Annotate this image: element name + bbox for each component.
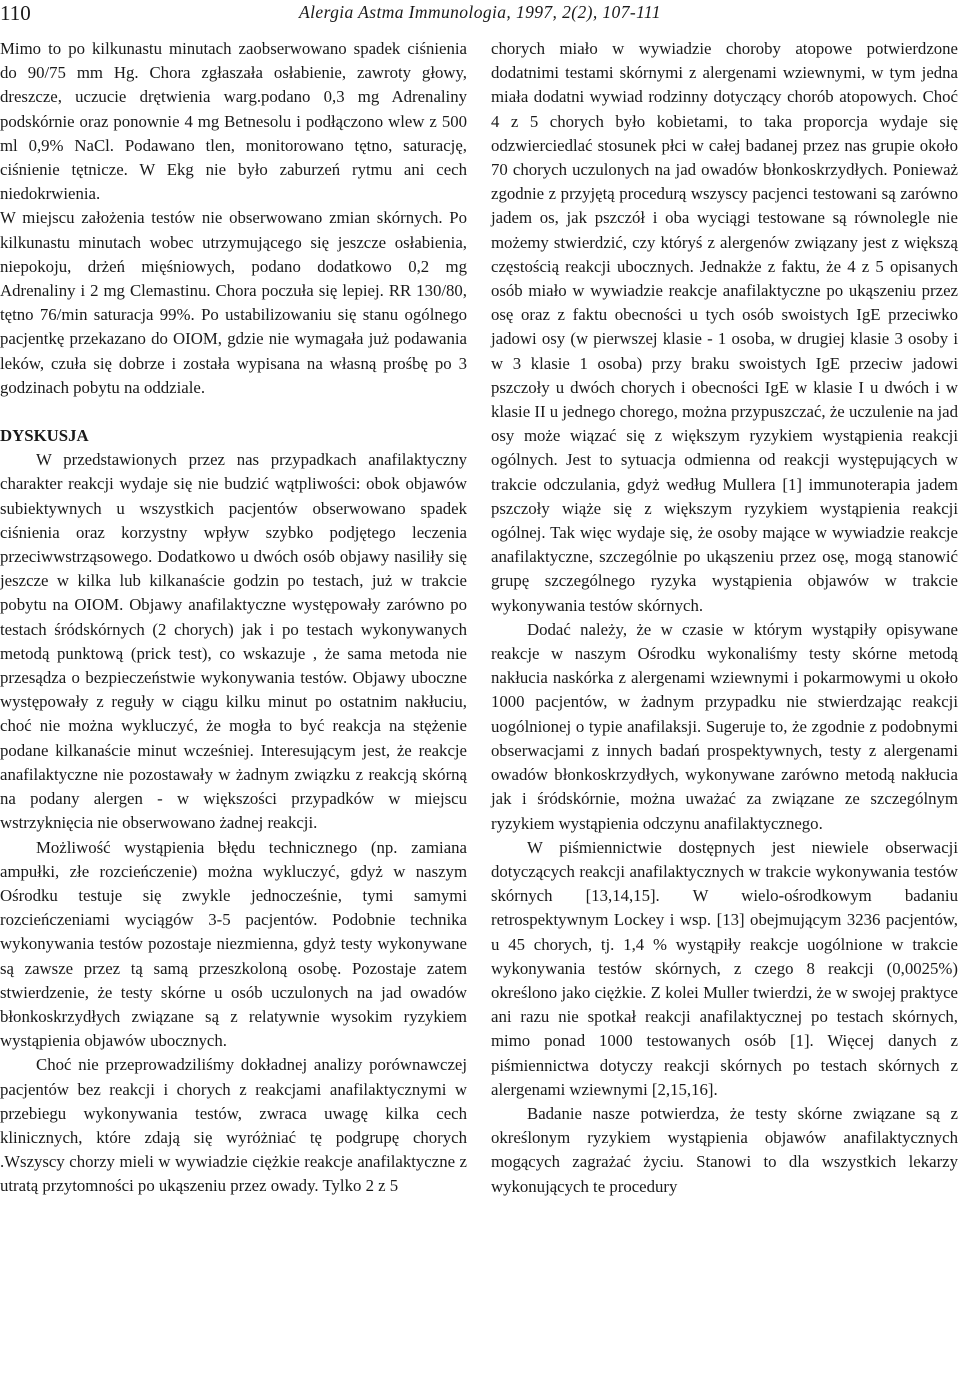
section-title: DYSKUSJA: [0, 426, 89, 446]
left-column: [0, 37, 467, 1199]
paragraph: W piśmiennictwie dostępnych jest niewiele obserwacji dotyczących reakcji anafilaktycznych w trakcie wykonywania testów skórnych [13,14,15]. W wielo-ośrodkowym badaniu retrospektywnym Lockey i wsp. [13] obejmującym 3236 pacjentów, u 45 chorych, tj. 1,4 % wystąpiły reakcje uogólnione w trakcie wykonywania testów skórnych, z czego 8 reakcji (0,0025%) określono jako ciężkie. Z kolei Muller twierdzi, że w swojej praktyce ani razu nie spotkał reakcji anafilaktycznej po testach skórnych, mimo ponad 1000 testowanych osób [1]. Więcej danych z piśmiennictwa dotyczy reakcji skórnych po testach skórnych z alergenami wziewnymi [2,15,16].: [491, 837, 958, 1099]
paragraph: Mimo to po kilkunastu minutach zaobserwowano spadek ciśnienia do 90/75 mm Hg. Chora zgłaszała osłabienie, zawroty głowy, dreszcze, uczucie drętwienia warg.podano 0,3 mg Adrenaliny podskórnie oraz ponownie 4 mg Betnesolu i podłączono wlew z 500 ml 0,9% NaCl. Podawano tlen, monitorowano tętno, saturację, ciśnienie tętnicze. W Ekg nie było zaburzeń rytmu ani cech niedokrwienia.: [0, 39, 467, 204]
paragraph: Możliwość wystąpienia błędu technicznego (np. zamiana ampułki, złe rozcieńczenie) można wykluczyć, gdyż w naszym Ośrodku testuje się zwykle jednocześnie, tymi samymi rozcieńczeniami wyciągów 3-5 pacjentów. Podobnie technika wykonywania testów pozostaje niezmienna, gdyż testy wykonywane są zawsze przez tą samą przeszkoloną osobę. Pozostaje zatem stwierdzenie, że testy skórne u osób uczulonych na jad owadów błonkoskrzydłych związane są z relatywnie wysokim ryzykiem wystąpienia objawów ubocznych.: [0, 837, 467, 1051]
journal-citation: Alergia Astma Immunologia, 1997, 2(2), 107-111: [299, 2, 661, 22]
paragraph: Dodać należy, że w czasie w którym wystąpiły opisywane reakcje w naszym Ośrodku wykonaliśmy testy skórne metodą nakłucia naskórka z alergenami wziewnymi i pokarmowymi u około 1000 pacjentów, w żadnym przypadku nie stwierdzając reakcji uogólnionej o typie anafilaksji. Sugeruje to, że zgodnie z podobnymi obserwacjami z innych badań prospektywnych, testy z alergenami owadów błonkoskrzydłych, wykonywane zarówno metodą nakłucia jak i śródskórnie, można uważać za związane ze szczególnym ryzykiem wystąpienia odczynu anafilaktycznego.: [491, 619, 958, 833]
paragraph: Badanie nasze potwierdza, że testy skórne związane są z określonym ryzykiem wystąpienia objawów anafilaktycznych mogących zagrażać życiu. Stanowi to dla wszystkich lekarzy wykonujących te procedury: [491, 1103, 958, 1196]
page-header: [0, 0, 960, 30]
paragraph: W miejscu założenia testów nie obserwowano zmian skórnych. Po kilkunastu minutach wobec utrzymującego się jeszcze osłabienia, niepokoju, drżeń mięśniowych, podano dodatkowo 0,2 mg Adrenaliny i 2 mg Clemastinu. Chora poczuła się lepiej. RR 130/80, tętno 76/min saturacja 99%. Po ustabilizowaniu się stanu ogólnego pacjentkę przekazano do OIOM, gdzie nie wymagała już podawania leków, czuła się dobrze i została wypisana na własną prośbę po 3 godzinach pobytu na oddziale.: [0, 208, 467, 397]
paragraph: chorych miało w wywiadzie choroby atopowe potwierdzone dodatnimi testami skórnymi z alergenami wziewnymi, w tym jedna miała dodatni wywiad rodzinny dotyczący chorób atopowych. Choć 4 z 5 chorych było kobietami, to taka proporcja wydaje się odzwierciedlać stosunek płci w całej badanej przez nas grupie około 70 chorych uczulonych na jad owadów błonkoskrzydłych. Ponieważ zgodnie z przyjętą procedurą wszyscy pacjenci testowani są zarówno jadem os, jak pszczół i oba wyciągi testowane są równolegle nie możemy stwierdzić, czy któryś z alergenów związany jest z większą częstością reakcji ubocznych. Jednakże z faktu, że 4 z 5 opisanych osób miało w wywiadzie reakcje anafilaktyczne po ukąszeniu przez osę oraz z faktu obecności u tych osób swoistych IgE przeciwko jadowi osy (w pierwszej klasie - 1 osoba, w drugiej klasie 3 osoby i w 3 klasie 1 osoba) przy braku swoistych IgE przeciw jadowi pszczoły u dwóch chorych i obecności IgE w klasie I u dwóch i w klasie II u jednego chorego, można przypuszczać, że uczulenie na jad osy może wiązać się z większym ryzykiem wystąpienia reakcji ogólnych. Jest to sytuacja odmienna od reakcji występujących w trakcie odczulania, gdyż według Mullera [1] immunoterapia jadem pszczoły wiąże się z większym ryzykiem wystąpienia reakcji ogólnej. Tak więc wydaje się, że osoby mające w wywiadzie reakcje anafilaktyczne, szczególnie po ukąszeniu przez osę, mogą stanowić grupę szczególnego ryzyka wystąpienia objawów w trakcie wykonywania testów skórnych.: [491, 39, 958, 615]
paragraph: Choć nie przeprowadziliśmy dokładnej analizy porównawczej pacjentów bez reakcji i chorych z reakcjami anafilaktycznymi w przebiegu wykonywania testów, zwraca uwagę kilka cech klinicznych, które zdają się wyróżniać tę podgrupę chorych .Wszyscy chorzy mieli w wywiadzie ciężkie reakcje anafilaktyczne z utratą przytomności po ukąszeniu przez owady. Tylko 2 z 5: [0, 1055, 467, 1196]
page-number: 110: [0, 1, 31, 25]
right-column: [491, 37, 958, 1199]
paragraph: W przedstawionych przez nas przypadkach anafilaktyczny charakter reakcji wydaje się nie budzić wątpliwości: obok objawów subiektywnych u wszystkich pacjentów obserwowano spadek ciśnienia oraz korzystny wpływ szybko podjętego leczenia przeciwwstrząsowego. Dodatkowo u dwóch osób objawy nasiliły się jeszcze w kilka lub kilkanaście godzin po testach, już w trakcie pobytu na OIOM. Objawy anafilaktyczne występowały zarówno po testach śródskórnych (2 chorych) jak i po testach wykonywanych metodą punktową (prick test), co wskazuje , że sama metoda nie przesądza o bezpieczeństwie wykonywania testów. Objawy uboczne występowały z reguły w ciągu kilku minut po ostatnim nakłuciu, choć nie można wykluczyć, że mogła to być reakcja na stężenie podane kilkanaście minut wcześniej. Interesującym jest, że reakcje anafilaktyczne nie pozostawały w żadnym związku z reakcją skórną na podany alergen - w większości przypadków w miejscu wstrzyknięcia nie obserwowano żadnej reakcji.: [0, 450, 467, 833]
